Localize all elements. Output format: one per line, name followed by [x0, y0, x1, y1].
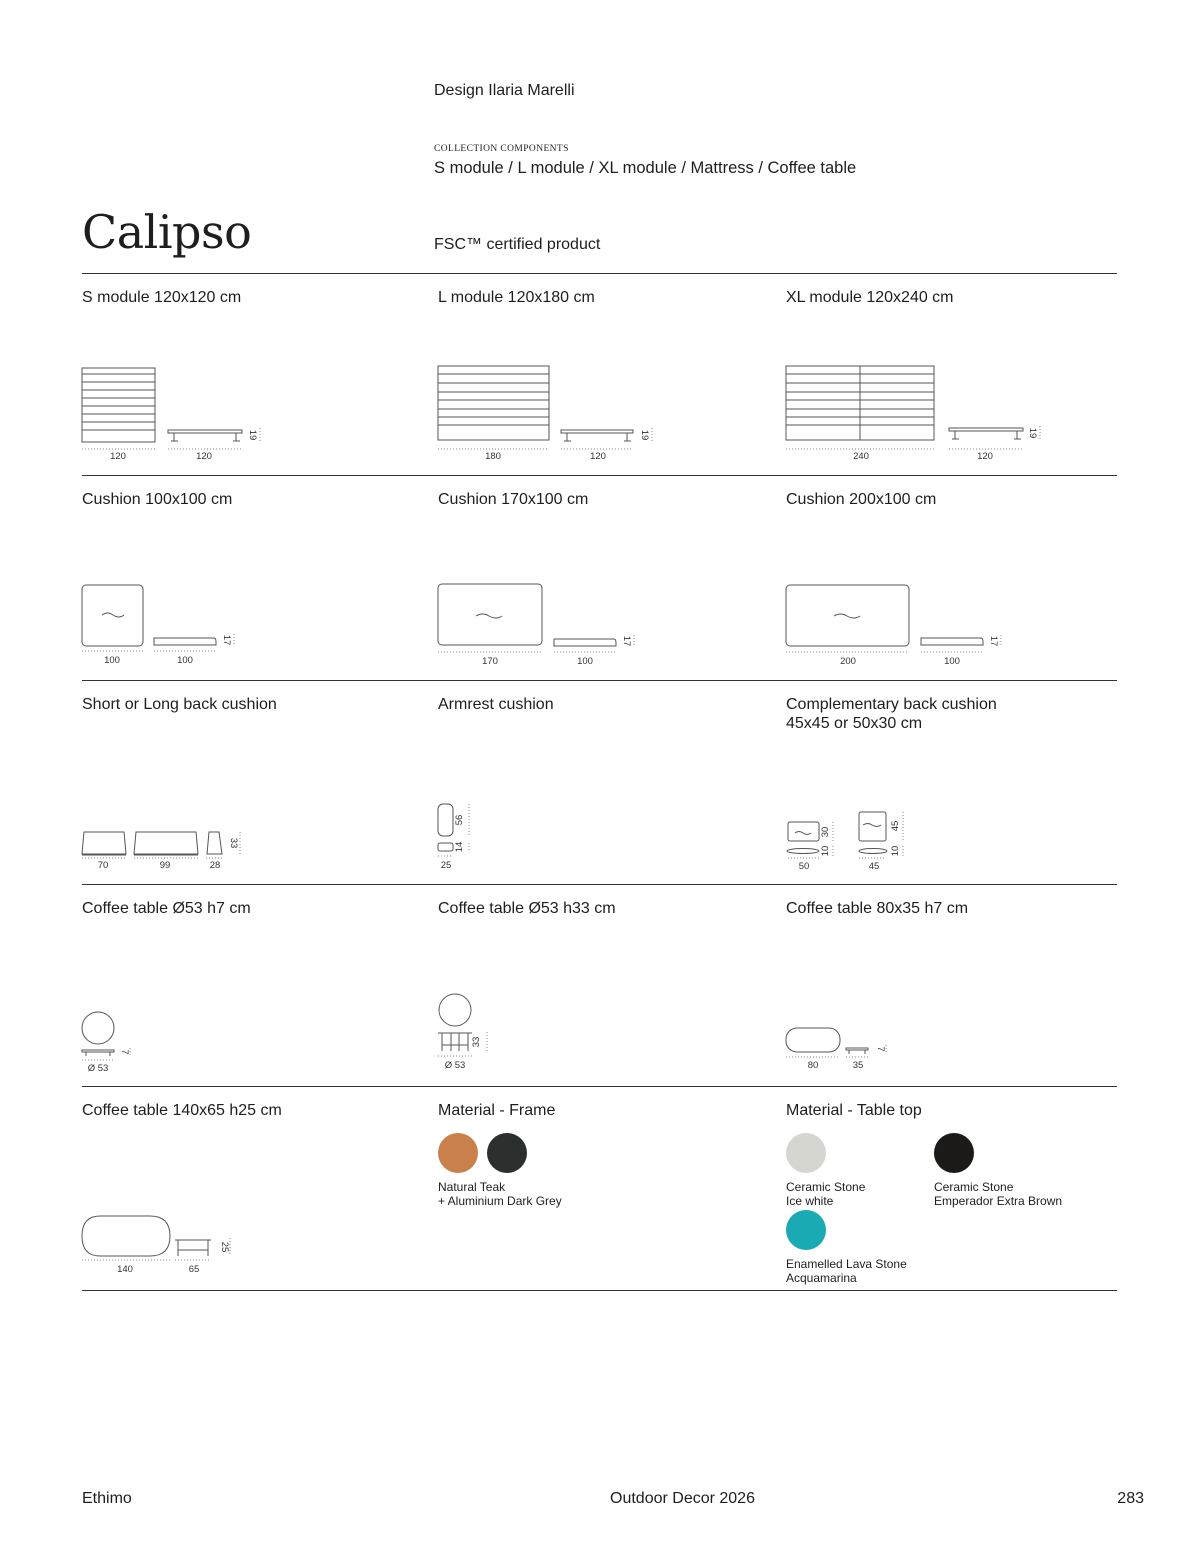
divider: [82, 680, 1117, 681]
coffee-140-length: 140: [117, 1264, 133, 1275]
material-frame-title: Material - Frame: [438, 1102, 556, 1119]
xl-module-drawing: [782, 358, 1062, 466]
material-table-top-title: Material - Table top: [786, 1102, 922, 1119]
back-cushion-drawing: [78, 822, 258, 874]
coffee-53-h7-diameter: Ø 53: [87, 1063, 109, 1074]
product-title: Calipso: [82, 205, 252, 259]
complementary-cushion-title-2: 45x45 or 50x30 cm: [786, 715, 923, 732]
xl-module-title: XL module 120x240 cm: [786, 289, 954, 306]
cushion-100-title: Cushion 100x100 cm: [82, 491, 233, 508]
l-module-width: 180: [485, 451, 501, 462]
designer-credit: Design Ilaria Marelli: [434, 82, 575, 99]
armrest-cushion-thickness: 14: [454, 841, 465, 853]
swatch-ceramic-emperador-brown: [934, 1133, 974, 1173]
compl-cushion-45-height: 45: [890, 820, 901, 832]
coffee-53-h33-drawing: [434, 990, 514, 1076]
back-cushion-long-width: 99: [159, 860, 171, 871]
armrest-cushion-title: Armrest cushion: [438, 696, 554, 713]
cushion-100-width: 100: [104, 655, 120, 666]
coffee-53-h33-height: 33: [471, 1036, 482, 1048]
table-top-2-line2: Emperador Extra Brown: [934, 1194, 1063, 1208]
l-module-depth: 120: [590, 451, 606, 462]
cushion-170-width: 170: [482, 656, 498, 667]
complementary-cushion-title-1: Complementary back cushion: [786, 696, 997, 713]
footer-catalog: Outdoor Decor 2026: [610, 1490, 755, 1507]
xl-module-depth: 120: [977, 451, 993, 462]
coffee-53-h7-drawing: [78, 1008, 158, 1078]
coffee-53-h7-height: 7: [119, 1049, 130, 1055]
cushion-170-depth: 100: [577, 656, 593, 667]
armrest-cushion-width: 25: [440, 860, 452, 871]
cushion-200-width: 200: [840, 656, 856, 667]
swatch-aluminium-dark-grey: [487, 1133, 527, 1173]
coffee-140-depth: 65: [188, 1264, 200, 1275]
coffee-140-drawing: [78, 1208, 248, 1280]
l-module-drawing: [434, 358, 664, 466]
coffee-80-length: 80: [807, 1060, 819, 1071]
collection-components-label: COLLECTION COMPONENTS: [434, 144, 569, 154]
back-cushion-title: Short or Long back cushion: [82, 696, 277, 713]
xl-module-width: 240: [853, 451, 869, 462]
xl-module-height: 19: [1027, 427, 1038, 439]
fsc-certification: FSC™ certified product: [434, 236, 601, 253]
s-module-width: 120: [110, 451, 126, 462]
back-cushion-depth: 28: [209, 860, 221, 871]
coffee-53-h7-title: Coffee table Ø53 h7 cm: [82, 900, 251, 917]
coffee-140-title: Coffee table 140x65 h25 cm: [82, 1102, 282, 1119]
coffee-140-height: 25: [219, 1241, 230, 1253]
compl-cushion-50-thickness: 10: [820, 845, 831, 857]
cushion-170-drawing: [434, 578, 654, 670]
l-module-height: 19: [639, 429, 650, 441]
cushion-100-drawing: [78, 578, 258, 670]
swatch-natural-teak: [438, 1133, 478, 1173]
collection-components-list: S module / L module / XL module / Mattress / Coffee table: [434, 159, 857, 177]
cushion-170-height: 17: [621, 635, 632, 647]
frame-caption-line2: + Aluminium Dark Grey: [438, 1194, 562, 1208]
swatch-lava-acquamarina: [786, 1210, 826, 1250]
complementary-cushion-drawing: [782, 806, 922, 874]
armrest-cushion-drawing: [434, 798, 514, 874]
back-cushion-height: 33: [228, 837, 239, 849]
compl-cushion-45-width: 45: [868, 861, 880, 872]
l-module-title: L module 120x180 cm: [438, 289, 595, 306]
footer-brand: Ethimo: [82, 1490, 132, 1507]
compl-cushion-50-width: 50: [798, 861, 810, 872]
divider: [82, 1086, 1117, 1087]
coffee-53-h33-title: Coffee table Ø53 h33 cm: [438, 900, 616, 917]
cushion-200-drawing: [782, 578, 1022, 670]
frame-caption-line1: Natural Teak: [438, 1180, 506, 1194]
cushion-200-height: 17: [988, 635, 999, 647]
coffee-80-drawing: [782, 1022, 902, 1074]
divider: [82, 273, 1117, 274]
compl-cushion-50-height: 30: [820, 826, 831, 838]
cushion-100-depth: 100: [177, 655, 193, 666]
coffee-53-h33-diameter: Ø 53: [444, 1060, 466, 1071]
cushion-170-title: Cushion 170x100 cm: [438, 491, 589, 508]
table-top-1-line2: Ice white: [786, 1194, 834, 1208]
coffee-80-height: 7: [875, 1046, 886, 1052]
divider: [82, 884, 1117, 885]
s-module-height: 19: [247, 429, 258, 441]
cushion-200-title: Cushion 200x100 cm: [786, 491, 937, 508]
back-cushion-short-width: 70: [97, 860, 109, 871]
compl-cushion-45-thickness: 10: [890, 845, 901, 857]
coffee-80-depth: 35: [852, 1060, 864, 1071]
page-number: 283: [1117, 1490, 1144, 1507]
swatch-ceramic-ice-white: [786, 1133, 826, 1173]
table-top-3-line1: Enamelled Lava Stone: [786, 1257, 907, 1271]
coffee-80-title: Coffee table 80x35 h7 cm: [786, 900, 969, 917]
s-module-depth: 120: [196, 451, 212, 462]
table-top-2-line1: Ceramic Stone: [934, 1180, 1014, 1194]
divider: [82, 475, 1117, 476]
s-module-drawing: [78, 360, 278, 466]
s-module-title: S module 120x120 cm: [82, 289, 242, 306]
cushion-200-depth: 100: [944, 656, 960, 667]
armrest-cushion-height: 56: [454, 814, 465, 826]
table-top-3-line2: Acquamarina: [786, 1271, 857, 1285]
divider: [82, 1290, 1117, 1291]
cushion-100-height: 17: [221, 634, 232, 646]
table-top-1-line1: Ceramic Stone: [786, 1180, 866, 1194]
